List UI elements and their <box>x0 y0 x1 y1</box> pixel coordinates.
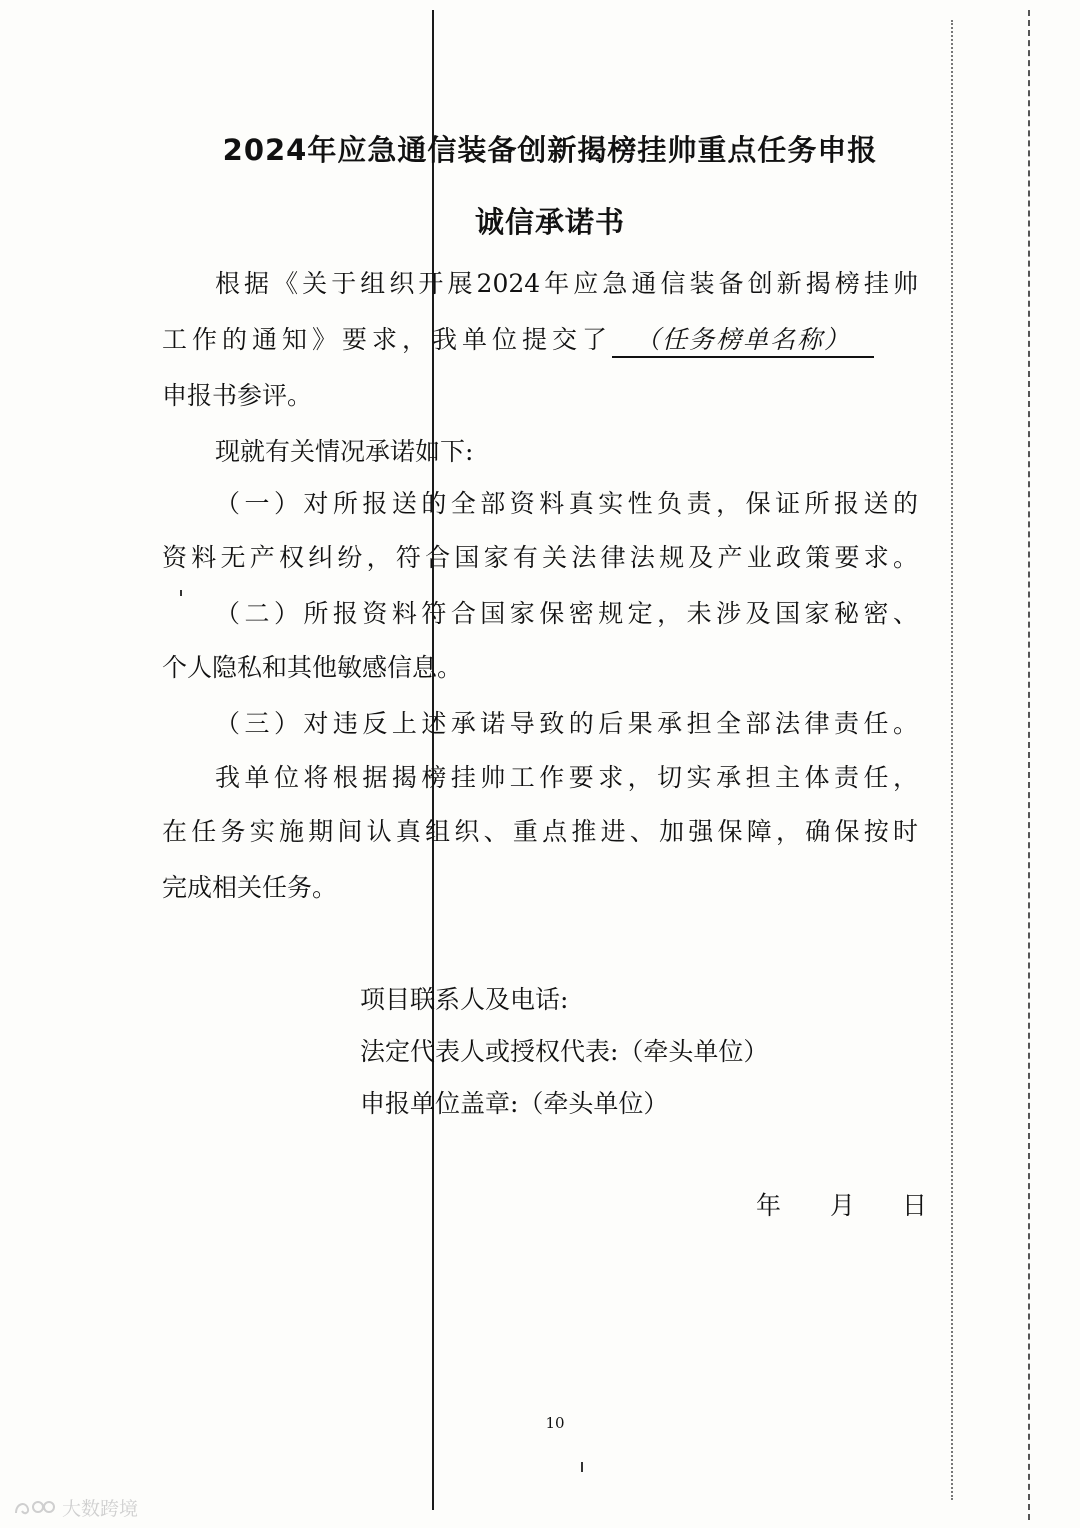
scan-artifact-dashed-line <box>1028 10 1030 1520</box>
paragraph-6-line-2: 在任务实施期间认真组织、重点推进、加强保障，确保按时 <box>162 817 918 846</box>
seal-label: 申报单位盖章:（牵头单位） <box>360 1089 669 1118</box>
paragraph-6-line-3: 完成相关任务。 <box>162 873 338 902</box>
paragraph-4-line-1: （二）所报资料符合国家保密规定，未涉及国家秘密、 <box>215 599 918 628</box>
paragraph-2: 现就有关情况承诺如下: <box>215 437 474 466</box>
paragraph-1-line-3: 申报书参评。 <box>162 381 313 410</box>
date-year-label: 年 <box>756 1191 782 1220</box>
paragraph-1-line-2-text: 工作的通知》要求，我单位提交了 <box>162 325 613 354</box>
document-subtitle: 诚信承诺书 <box>474 205 625 239</box>
page-number: 10 <box>545 1414 565 1432</box>
paragraph-5: （三）对违反上述承诺导致的后果承担全部法律责任。 <box>215 709 918 738</box>
document-title: 2024年应急通信装备创新揭榜挂帅重点任务申报 <box>222 133 878 167</box>
watermark-text: 大数跨境 <box>62 1498 139 1520</box>
date-day-label: 日 <box>902 1191 928 1220</box>
watermark <box>12 1494 138 1521</box>
contact-label: 项目联系人及电话: <box>360 985 569 1014</box>
scan-artifact-dot <box>180 590 182 596</box>
representative-label: 法定代表人或授权代表:（牵头单位） <box>360 1037 769 1066</box>
scan-artifact-dot <box>581 1462 583 1472</box>
scan-artifact-dotted-line <box>951 20 953 1500</box>
watermark-logo-icon <box>12 1497 56 1519</box>
paragraph-1-line-2 <box>162 322 918 358</box>
paragraph-4-line-2: 个人隐私和其他敏感信息。 <box>162 653 463 682</box>
paragraph-3-line-2: 资料无产权纠纷，符合国家有关法律法规及产业政策要求。 <box>162 543 918 572</box>
paragraph-6-line-1: 我单位将根据揭榜挂帅工作要求，切实承担主体责任， <box>215 763 918 792</box>
date-month-label: 月 <box>830 1191 856 1220</box>
task-list-name-blank: （任务榜单名称） <box>612 324 874 358</box>
paragraph-1-line-1: 根据《关于组织开展2024年应急通信装备创新揭榜挂帅 <box>215 269 918 298</box>
paragraph-3-line-1: （一）对所报送的全部资料真实性负责，保证所报送的 <box>215 489 918 518</box>
